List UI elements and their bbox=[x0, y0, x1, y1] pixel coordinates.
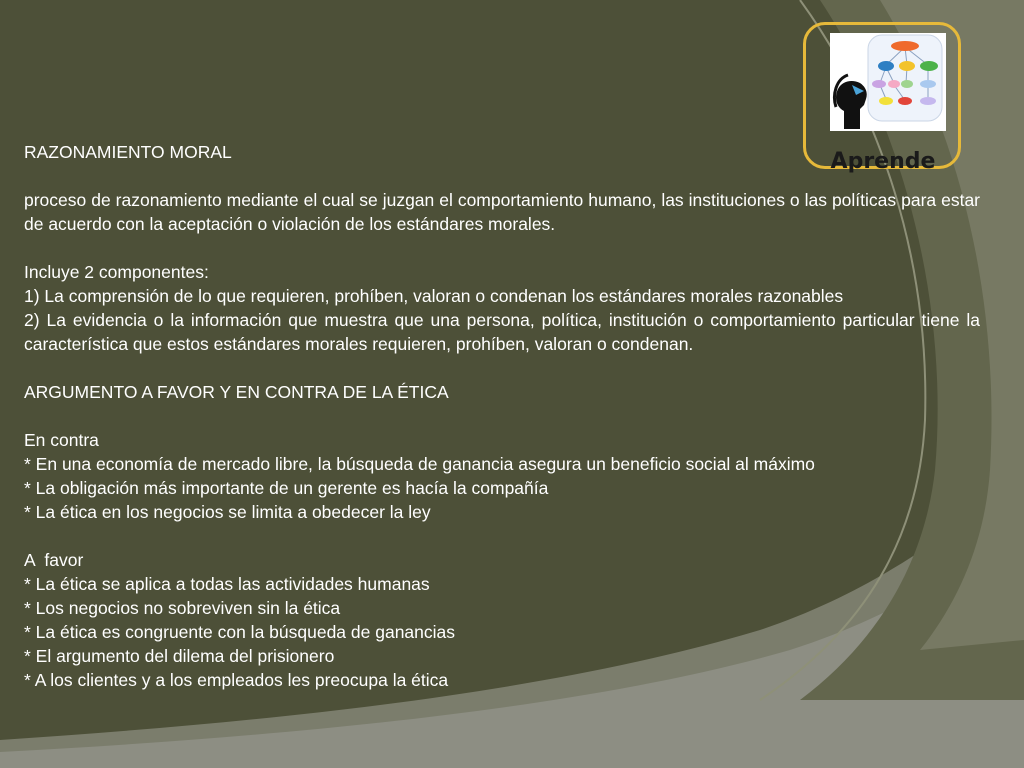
learning-head-icon bbox=[830, 33, 946, 131]
components-intro: Incluye 2 componentes: bbox=[24, 262, 209, 282]
against-item: * En una economía de mercado libre, la búsqueda de ganancia asegura un beneficio social al máximo bbox=[24, 454, 815, 474]
favor-item: * El argumento del dilema del prisionero bbox=[24, 646, 335, 666]
slide-body bbox=[24, 140, 980, 692]
favor-item: * Los negocios no sobreviven sin la ética bbox=[24, 598, 341, 618]
favor-item: * A los clientes y a los empleados les preocupa la ética bbox=[24, 670, 449, 690]
against-title: En contra bbox=[24, 430, 99, 450]
favor-title: A favor bbox=[24, 550, 84, 570]
against-item: * La ética en los negocios se limita a obedecer la ley bbox=[24, 502, 431, 522]
component-item: 1) La comprensión de lo que requieren, prohíben, valoran o condenan los estándares morales razonables bbox=[24, 286, 844, 306]
component-item: 2) La evidencia o la información que muestra que una persona, política, institución o comportamiento particular tiene la característica que estos estándares morales requieren, prohíben, valoran o condenan. bbox=[24, 310, 980, 354]
favor-item: * La ética es congruente con la búsqueda de ganancias bbox=[24, 622, 456, 642]
badge-label: Aprende bbox=[830, 149, 936, 174]
favor-item: * La ética se aplica a todas las actividades humanas bbox=[24, 574, 430, 594]
against-item: * La obligación más importante de un gerente es hacía la compañía bbox=[24, 478, 549, 498]
heading-arguments: ARGUMENTO A FAVOR Y EN CONTRA DE LA ÉTICA bbox=[24, 382, 449, 402]
heading-moral-reasoning: RAZONAMIENTO MORAL bbox=[24, 142, 232, 162]
definition-paragraph: proceso de razonamiento mediante el cual se juzgan el comportamiento humano, las instituciones o las políticas para estar de acuerdo con la aceptación o violación de los estándares morales. bbox=[24, 190, 980, 234]
